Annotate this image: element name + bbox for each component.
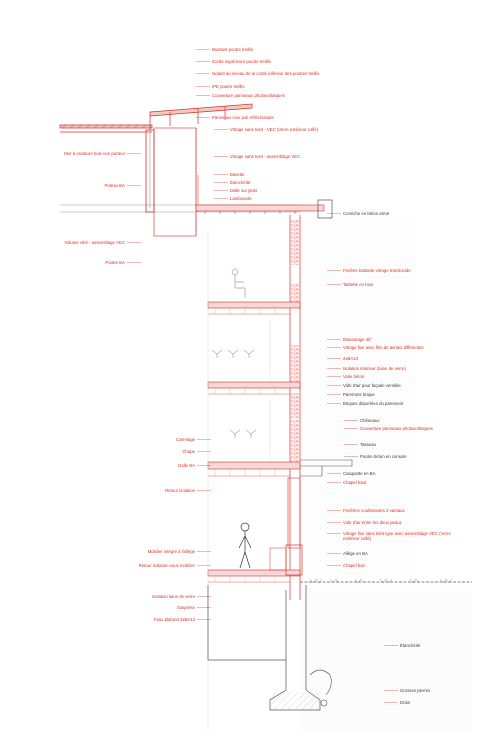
facade-brick-5 [291, 420, 299, 462]
label-mobilier-allege: Mobilier intégré à l'allège [147, 549, 195, 554]
label-retour-isolation-mobilier: Retour isolation sous mobilier [138, 563, 195, 568]
label-corniche: Corniche en béton armé [343, 211, 390, 216]
label-mur-ossature: Mur à ossature bois non porteur [64, 151, 125, 156]
label-faux-plafond: Faux plafond 2xBA13 [153, 617, 195, 622]
label-isolation-int: Isolation intérieur (laine de verre) [343, 366, 406, 371]
label-carrelage: Carrelage [176, 437, 195, 442]
label-fenetres-coul: Fenêtres coulissantes 2 vantaux [343, 508, 405, 513]
label-retour-isolation: Retour isolation [165, 488, 195, 493]
label-vitrage-teinte: Vitrage sans teint - VEC (Verre extérieur collé) [230, 127, 319, 132]
label-poutre-ba: Poutre BA [105, 260, 125, 265]
integrated-furniture [270, 548, 286, 570]
label-briques-dep: Briques déportées du parement [343, 401, 404, 406]
label-vitrage-vec: Vitrage sans teint - assemblage VEC [230, 154, 301, 159]
facade-brick-3 [291, 345, 299, 385]
upper-volume [60, 128, 300, 212]
label-bavette: Bavette [230, 172, 245, 177]
label-couverture-pv-2: Couverture panneaux photovoltaïques [360, 426, 433, 431]
label-volume-vitre: Volume vitré - assemblage VEC [64, 240, 125, 245]
label-montant: Montant poutre treillis [212, 47, 254, 52]
label-chape: Chape [182, 449, 195, 454]
facade-brick-4 [291, 393, 299, 418]
label-parement: Parement brique [343, 392, 375, 397]
ground-soil [300, 585, 472, 730]
label-drain: Drain [400, 700, 411, 705]
label-corde-sup: Corde supérieure poutre treillis [212, 59, 271, 64]
label-chapeau-haut: Chapel haut [343, 480, 367, 485]
glazing-line [196, 128, 198, 236]
label-suspente: Suspente [176, 605, 195, 610]
label-dalle-plots: Dalle sur plots [230, 188, 258, 193]
label-casquette: Casquette en BA [343, 471, 376, 476]
floor-slabs [208, 302, 300, 576]
label-vide-air: Vide d'air pour façade ventilée [343, 383, 401, 388]
ground-texture [310, 579, 452, 583]
seated-figure [232, 269, 245, 298]
label-allege: Allège en BA [343, 551, 368, 556]
label-voile: Voile béton [343, 374, 365, 379]
label-lambourde: Lambourde [230, 196, 252, 201]
label-etancheite-1: Étanchéité [230, 180, 251, 185]
label-poteau-ba: Poteau BA [104, 183, 125, 188]
person-figure [239, 523, 251, 568]
terrace-plots [205, 211, 295, 214]
label-fenetre-battante: Fenêtre battante vitrage translucide [343, 268, 411, 273]
label-dalle-ba: Dalle BA [178, 463, 195, 468]
label-vitrage-fixe-vec: Vitrage fixe sans teint type avec assemblage VEC (Verre extérieur collé) [343, 531, 451, 541]
label-ba13: 2xBA13 [343, 356, 359, 361]
label-tasseau: Tasseau [360, 442, 377, 447]
label-panneaux-inox: Panneaux inox poli réfléchissant [212, 115, 274, 120]
terrace-slab [196, 205, 324, 211]
label-couverture-pv: Couverture panneaux photovoltaïques [212, 93, 285, 98]
label-grosses-pierres: Grosses pierres [400, 688, 431, 693]
label-poutre-console: Poutre béton en console [360, 454, 407, 459]
facade-brick-1 [291, 220, 299, 265]
label-chapel-bas: Chapel bas [343, 563, 365, 568]
label-biseautage: Biseautage 45° [343, 337, 373, 342]
label-vide-peaux: Vide d'air entre les deux peaux [343, 520, 402, 525]
label-vitrage-film: Vitrage fixe avec film de teintes différentes [343, 345, 424, 350]
label-cheneaux: Chêneaux [360, 418, 380, 423]
upper-glazed-volume [154, 128, 196, 236]
label-etancheite-2: Étanchéité [400, 643, 421, 648]
label-tablette: Tablette en bois [343, 282, 374, 287]
label-isolation-laine: Isolation laine de verre [151, 594, 195, 599]
foundation-hatch [270, 692, 320, 710]
label-ipe: IPE poutre treillis [212, 84, 245, 89]
label-isolant-corde: Isolant au niveau de la corde inférieur des poutres treillis [212, 71, 320, 76]
